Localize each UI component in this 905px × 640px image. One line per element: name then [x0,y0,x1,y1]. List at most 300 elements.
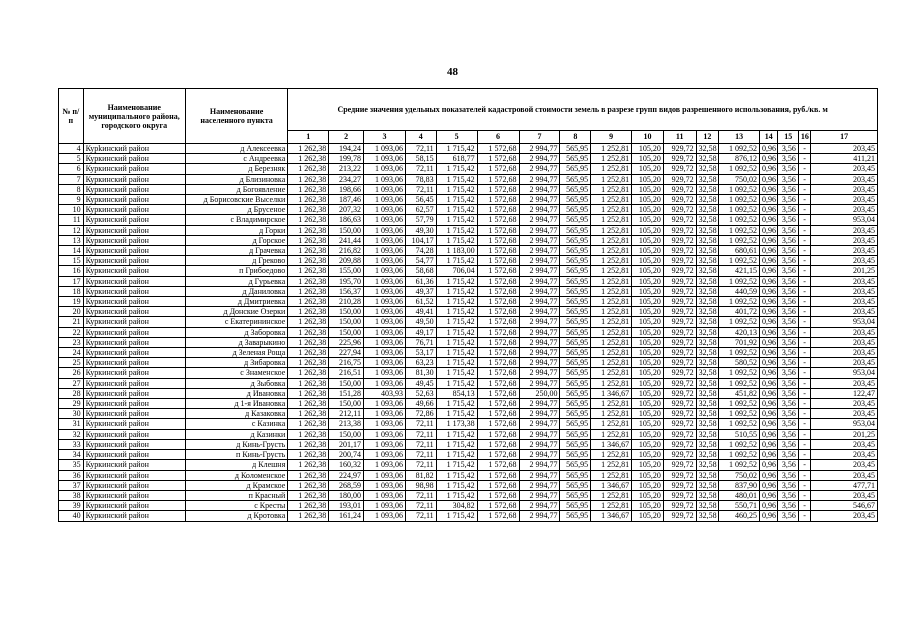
value-cell: 1 572,68 [477,470,519,480]
page-number: 48 [447,66,458,78]
value-cell: 3,56 [778,215,798,225]
value-cell: 32,58 [696,215,719,225]
value-cell: 150,00 [329,307,364,317]
value-cell: 1 715,42 [436,450,477,460]
value-cell: 1 093,06 [363,286,405,296]
settlement-cell: д Донские Озерки [185,307,287,317]
row-number: 18 [59,286,84,296]
value-cell: 72,11 [405,419,436,429]
value-cell: 203,45 [811,164,878,174]
value-cell: 3,56 [778,246,798,256]
value-cell: 1 093,06 [363,429,405,439]
settlement-cell: д Казинки [185,429,287,439]
value-cell: 1 173,38 [436,419,477,429]
value-cell: 1 572,68 [477,490,519,500]
value-cell: 929,72 [663,480,696,490]
district-cell: Куркинский район [83,174,185,184]
value-cell: 1 252,81 [591,490,632,500]
value-cell: 105,20 [632,195,664,205]
header-district: Наименование муниципального района, городского округа [83,89,185,144]
value-cell: - [798,450,810,460]
value-cell: - [798,327,810,337]
value-cell: 565,95 [560,450,591,460]
value-cell: 105,20 [632,490,664,500]
value-cell: 1 262,38 [288,511,329,521]
value-cell: 62,57 [405,205,436,215]
value-cell: 1 262,38 [288,358,329,368]
value-cell: 854,13 [436,388,477,398]
value-cell: 1 572,68 [477,460,519,470]
row-number: 14 [59,246,84,256]
value-cell: 1 092,52 [719,205,760,215]
value-cell: 105,20 [632,388,664,398]
row-number: 16 [59,266,84,276]
value-cell: 0,96 [760,154,778,164]
value-cell: 3,56 [778,266,798,276]
value-cell: 1 262,38 [288,439,329,449]
settlement-cell: п Красный [185,490,287,500]
value-cell: - [798,460,810,470]
value-cell: 203,45 [811,297,878,307]
value-cell: 1 715,42 [436,409,477,419]
value-cell: 1 093,06 [363,256,405,266]
value-cell: 1 572,68 [477,235,519,245]
value-cell: 565,95 [560,276,591,286]
value-cell: 0,96 [760,144,778,154]
cadastral-value-table [58,88,878,522]
settlement-cell: д Грачевка [185,246,287,256]
value-cell: 1 262,38 [288,327,329,337]
table-row [59,399,878,409]
value-cell: 565,95 [560,266,591,276]
value-cell: 56,45 [405,195,436,205]
value-cell: 32,58 [696,348,719,358]
value-cell: - [798,276,810,286]
settlement-cell: с Казинка [185,419,287,429]
value-cell: 203,45 [811,348,878,358]
value-cell: 105,20 [632,184,664,194]
value-cell: 1 093,06 [363,184,405,194]
value-cell: 3,56 [778,205,798,215]
value-cell: 63,23 [405,358,436,368]
row-number: 21 [59,317,84,327]
value-cell: 1 252,81 [591,337,632,347]
value-cell: 1 262,38 [288,286,329,296]
value-cell: 565,95 [560,378,591,388]
value-cell: 565,95 [560,225,591,235]
value-cell: 929,72 [663,348,696,358]
value-cell: 2 994,77 [519,368,560,378]
value-cell: 3,56 [778,358,798,368]
value-cell: 1 572,68 [477,501,519,511]
value-cell: 565,95 [560,511,591,521]
value-cell: 565,95 [560,490,591,500]
value-cell: - [798,164,810,174]
value-cell: 203,45 [811,439,878,449]
value-cell: 105,20 [632,235,664,245]
value-cell: 929,72 [663,144,696,154]
value-cell: 1 093,06 [363,511,405,521]
value-cell: 150,00 [329,317,364,327]
value-cell: 565,95 [560,348,591,358]
value-cell: 2 994,77 [519,154,560,164]
value-cell: 929,72 [663,501,696,511]
value-cell: 1 262,38 [288,419,329,429]
value-cell: 216,82 [329,246,364,256]
value-cell: 421,15 [719,266,760,276]
value-cell: 2 994,77 [519,164,560,174]
value-cell: 565,95 [560,256,591,266]
value-cell: 1 715,42 [436,337,477,347]
value-cell: 1 252,81 [591,348,632,358]
value-cell: 1 715,42 [436,286,477,296]
value-cell: 209,88 [329,256,364,266]
value-cell: 1 092,52 [719,317,760,327]
value-cell: 565,95 [560,286,591,296]
value-cell: 193,01 [329,501,364,511]
row-number: 7 [59,174,84,184]
table-row [59,450,878,460]
value-cell: 150,00 [329,429,364,439]
value-cell: 2 994,77 [519,337,560,347]
value-cell: 1 715,42 [436,399,477,409]
row-number: 31 [59,419,84,429]
value-cell: 420,13 [719,327,760,337]
value-cell: 203,45 [811,286,878,296]
value-cell: 3,56 [778,490,798,500]
value-cell: 32,58 [696,327,719,337]
settlement-cell: д Борисовские Выселки [185,195,287,205]
value-cell: - [798,286,810,296]
value-cell: 1 252,81 [591,429,632,439]
row-number: 33 [59,439,84,449]
settlement-cell: д Кротовка [185,511,287,521]
value-cell: 105,20 [632,317,664,327]
value-cell: 1 093,06 [363,307,405,317]
value-cell: 1 262,38 [288,399,329,409]
value-cell: 3,56 [778,235,798,245]
value-cell: 1 093,06 [363,317,405,327]
value-cell: 1 572,68 [477,205,519,215]
value-cell: 565,95 [560,297,591,307]
value-cell: 32,58 [696,276,719,286]
table-row [59,429,878,439]
value-cell: 1 252,81 [591,266,632,276]
value-cell: 3,56 [778,470,798,480]
value-cell: 1 092,52 [719,276,760,286]
value-cell: 1 572,68 [477,378,519,388]
value-cell: 929,72 [663,327,696,337]
value-cell: 1 092,52 [719,164,760,174]
value-cell: 105,20 [632,358,664,368]
value-cell: 186,63 [329,215,364,225]
value-cell: 52,63 [405,388,436,398]
settlement-cell: с Владимирское [185,215,287,225]
value-cell: 1 572,68 [477,399,519,409]
value-cell: 565,95 [560,215,591,225]
value-cell: 1 092,52 [719,348,760,358]
value-cell: 929,72 [663,266,696,276]
row-number: 34 [59,450,84,460]
value-cell: 1 252,81 [591,246,632,256]
value-cell: 0,96 [760,348,778,358]
value-cell: 105,20 [632,307,664,317]
district-cell: Куркинский район [83,286,185,296]
value-cell: 1 572,68 [477,429,519,439]
value-cell: 203,45 [811,307,878,317]
table-row [59,388,878,398]
value-cell: - [798,174,810,184]
value-cell: 32,58 [696,388,719,398]
col-number-header: 17 [811,131,878,144]
value-cell: 1 715,42 [436,470,477,480]
value-cell: 929,72 [663,215,696,225]
value-cell: - [798,348,810,358]
value-cell: 1 252,81 [591,409,632,419]
value-cell: 1 093,06 [363,460,405,470]
table-row [59,215,878,225]
value-cell: 155,00 [329,266,364,276]
table-row [59,225,878,235]
value-cell: 72,11 [405,164,436,174]
value-cell: 1 262,38 [288,470,329,480]
value-cell: 1 715,42 [436,327,477,337]
value-cell: 1 715,42 [436,480,477,490]
row-number: 39 [59,501,84,511]
value-cell: 565,95 [560,439,591,449]
district-cell: Куркинский район [83,337,185,347]
value-cell: - [798,307,810,317]
district-cell: Куркинский район [83,511,185,521]
value-cell: 1 262,38 [288,235,329,245]
value-cell: 565,95 [560,501,591,511]
value-cell: 32,58 [696,235,719,245]
value-cell: - [798,480,810,490]
value-cell: 2 994,77 [519,184,560,194]
value-cell: 105,20 [632,429,664,439]
table-row [59,184,878,194]
value-cell: 2 994,77 [519,297,560,307]
settlement-cell: д Богоявление [185,184,287,194]
value-cell: 929,72 [663,256,696,266]
value-cell: 1 715,42 [436,511,477,521]
district-cell: Куркинский район [83,297,185,307]
value-cell: 929,72 [663,154,696,164]
value-cell: 929,72 [663,225,696,235]
value-cell: 225,96 [329,337,364,347]
value-cell: 105,20 [632,205,664,215]
value-cell: 54,77 [405,256,436,266]
settlement-cell: с Екатерининское [185,317,287,327]
row-number: 12 [59,225,84,235]
row-number: 24 [59,348,84,358]
value-cell: - [798,297,810,307]
value-cell: 550,71 [719,501,760,511]
col-number-header: 6 [477,131,519,144]
value-cell: 32,58 [696,480,719,490]
value-cell: 203,45 [811,470,878,480]
value-cell: 0,96 [760,490,778,500]
value-cell: 1 093,06 [363,399,405,409]
value-cell: 74,28 [405,246,436,256]
col-number-header: 8 [560,131,591,144]
value-cell: 3,56 [778,439,798,449]
value-cell: - [798,317,810,327]
value-cell: 1 092,52 [719,256,760,266]
value-cell: 1 252,81 [591,174,632,184]
value-cell: 3,56 [778,195,798,205]
value-cell: 1 572,68 [477,450,519,460]
value-cell: - [798,225,810,235]
value-cell: - [798,501,810,511]
value-cell: 53,17 [405,348,436,358]
value-cell: 929,72 [663,174,696,184]
table-row [59,348,878,358]
value-cell: 565,95 [560,327,591,337]
value-cell: 0,96 [760,368,778,378]
value-cell: 1 252,81 [591,235,632,245]
value-cell: 565,95 [560,184,591,194]
value-cell: 929,72 [663,317,696,327]
value-cell: 2 994,77 [519,399,560,409]
value-cell: 1 715,42 [436,439,477,449]
value-cell: 929,72 [663,429,696,439]
table-row [59,195,878,205]
value-cell: 1 252,81 [591,450,632,460]
value-cell: 105,20 [632,174,664,184]
value-cell: - [798,378,810,388]
value-cell: 477,71 [811,480,878,490]
value-cell: 1 715,42 [436,368,477,378]
district-cell: Куркинский район [83,439,185,449]
value-cell: 49,41 [405,307,436,317]
value-cell: 0,96 [760,205,778,215]
value-cell: 1 252,81 [591,378,632,388]
district-cell: Куркинский район [83,215,185,225]
value-cell: 1 715,42 [436,225,477,235]
value-cell: 151,28 [329,388,364,398]
value-cell: 1 572,68 [477,164,519,174]
value-cell: 680,61 [719,246,760,256]
district-cell: Куркинский район [83,388,185,398]
table-row [59,511,878,521]
value-cell: 929,72 [663,460,696,470]
value-cell: 1 093,06 [363,266,405,276]
settlement-cell: д Греково [185,256,287,266]
value-cell: 2 994,77 [519,501,560,511]
value-cell: 203,45 [811,358,878,368]
row-number: 22 [59,327,84,337]
value-cell: 49,50 [405,317,436,327]
value-cell: 180,00 [329,490,364,500]
value-cell: 565,95 [560,480,591,490]
row-number: 36 [59,470,84,480]
value-cell: 1 572,68 [477,337,519,347]
settlement-cell: с Андреевка [185,154,287,164]
value-cell: 32,58 [696,511,719,521]
row-number: 11 [59,215,84,225]
value-cell: 0,96 [760,297,778,307]
value-cell: 201,25 [811,266,878,276]
value-cell: 156,37 [329,286,364,296]
value-cell: 216,75 [329,358,364,368]
value-cell: 1 262,38 [288,205,329,215]
table-row [59,480,878,490]
value-cell: 440,59 [719,286,760,296]
value-cell: 32,58 [696,195,719,205]
value-cell: 929,72 [663,286,696,296]
value-cell: 3,56 [778,368,798,378]
value-cell: 701,92 [719,337,760,347]
table-row [59,235,878,245]
value-cell: 0,96 [760,317,778,327]
value-cell: 3,56 [778,378,798,388]
row-number: 17 [59,276,84,286]
value-cell: 1 093,06 [363,368,405,378]
row-number: 20 [59,307,84,317]
district-cell: Куркинский район [83,256,185,266]
value-cell: 953,04 [811,368,878,378]
value-cell: 3,56 [778,450,798,460]
value-cell: 203,45 [811,225,878,235]
value-cell: 1 093,06 [363,450,405,460]
value-cell: 1 346,67 [591,511,632,521]
value-cell: 2 994,77 [519,378,560,388]
value-cell: 1 252,81 [591,276,632,286]
value-cell: 565,95 [560,307,591,317]
row-number: 37 [59,480,84,490]
value-cell: 1 262,38 [288,164,329,174]
value-cell: 105,20 [632,501,664,511]
value-cell: 2 994,77 [519,419,560,429]
value-cell: 0,96 [760,184,778,194]
value-cell: 1 092,52 [719,235,760,245]
header-group: Средние значения удельных показателей кадастровой стоимости земель в разрезе групп видов разрешенного использования, руб./кв. м [288,89,878,131]
value-cell: 1 092,52 [719,409,760,419]
value-cell: 224,97 [329,470,364,480]
value-cell: 929,72 [663,195,696,205]
value-cell: 929,72 [663,205,696,215]
value-cell: 1 092,52 [719,439,760,449]
value-cell: 0,96 [760,429,778,439]
value-cell: 750,02 [719,470,760,480]
district-cell: Куркинский район [83,419,185,429]
value-cell: 1 346,67 [591,480,632,490]
value-cell: 411,21 [811,154,878,164]
value-cell: 2 994,77 [519,490,560,500]
value-cell: 105,20 [632,378,664,388]
value-cell: 929,72 [663,358,696,368]
settlement-cell: п Кинь-Грусть [185,450,287,460]
row-number: 8 [59,184,84,194]
value-cell: 1 572,68 [477,144,519,154]
value-cell: 3,56 [778,184,798,194]
value-cell: 194,24 [329,144,364,154]
value-cell: 1 715,42 [436,307,477,317]
value-cell: 203,45 [811,205,878,215]
value-cell: 72,11 [405,450,436,460]
col-number-header: 16 [798,131,810,144]
value-cell: 0,96 [760,388,778,398]
value-cell: 2 994,77 [519,460,560,470]
row-number: 19 [59,297,84,307]
settlement-cell: д Заварыкино [185,337,287,347]
value-cell: 3,56 [778,348,798,358]
value-cell: 203,45 [811,511,878,521]
value-cell: 0,96 [760,256,778,266]
value-cell: 1 252,81 [591,205,632,215]
value-cell: 0,96 [760,266,778,276]
